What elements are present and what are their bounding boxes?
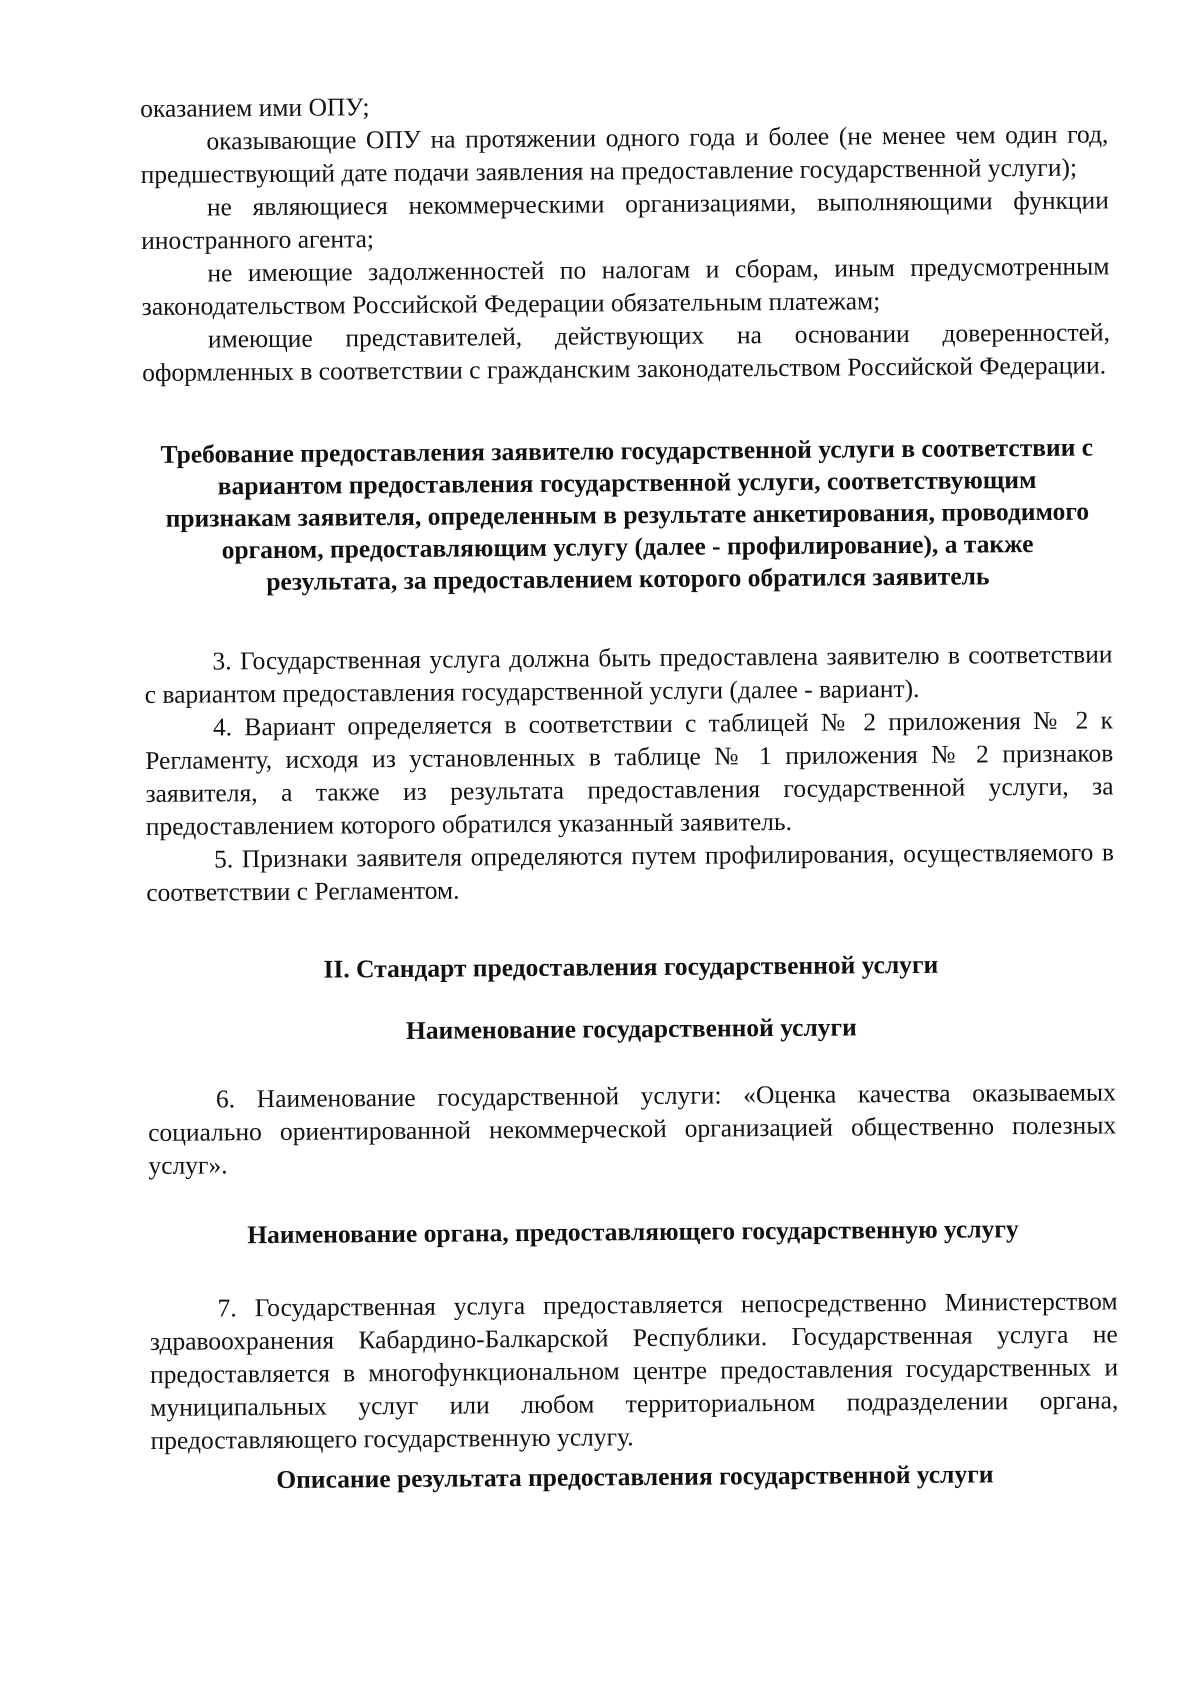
heading-service-result: Описание результата предоставления государственной услуги xyxy=(276,1459,994,1494)
paragraph-5: 5. Признаки заявителя определяются путем профилирования, осуществляемого в соответствии с Регламентом. xyxy=(146,837,1115,907)
heading-profiling-requirement: Требование предоставления заявителю государственной услуги в соответствии с вариантом предоставления государственной услуги, соответствующим признакам заявителя, определенным в результате анкетирования, проводимого органом, предоставляющим услугу (далее - профилирование), а также результата, за предоставлением которого обратился заявитель xyxy=(160,432,1094,597)
list-item: оказывающие ОПУ на протяжении одного года и более (не менее чем один год, предшествующий дате подачи заявления на предоставление государственной услуги); xyxy=(140,119,1109,189)
paragraph-7: 7. Государственная услуга предоставляется непосредственно Министерством здравоохранения Кабардино-Балкарской Республики. Государственная услуга не предоставляется в многофункциональном центре предоставления государственных и муниципальных услуг или любом территориальном подразделении органа, предоставляющего государственную услугу. xyxy=(149,1286,1119,1455)
document-body xyxy=(140,84,1119,1497)
list-item: имеющие представителей, действующих на основании доверенностей, оформленных в соответствии с гражданским законодательством Российской Федерации. xyxy=(142,317,1111,387)
paragraph-continuation: оказанием ими ОПУ; xyxy=(140,92,370,123)
list-item: не являющиеся некоммерческими организациями, выполняющими функции иностранного агента; xyxy=(141,185,1109,255)
list-item: не имеющие задолженностей по налогам и сборам, иным предусмотренным законодательством Российской Федерации обязательным платежам; xyxy=(141,251,1110,321)
section-title: II. Стандарт предоставления государственной услуги xyxy=(323,949,939,984)
paragraph-4: 4. Вариант определяется в соответствии с таблицей № 2 приложения № 2 к Регламенту, исходя из установленных в таблице № 1 приложения № 2 признаков заявителя, а также из результата предоставления государственной услуги, за предоставлением которого обратился указанный заявитель. xyxy=(145,705,1114,841)
heading-service-name: Наименование государственной услуги xyxy=(405,1012,857,1045)
paragraph-6: 6. Наименование государственной услуги: «Оценка качества оказываемых социально ориентированной некоммерческой организацией общественно полезных услуг». xyxy=(148,1077,1117,1180)
heading-providing-authority: Наименование органа, предоставляющего государственную услугу xyxy=(247,1214,1019,1250)
paragraph-3: 3. Государственная услуга должна быть предоставлена заявителю в соответствии с вариантом предоставления государственной услуги (далее - вариант). xyxy=(144,639,1113,709)
